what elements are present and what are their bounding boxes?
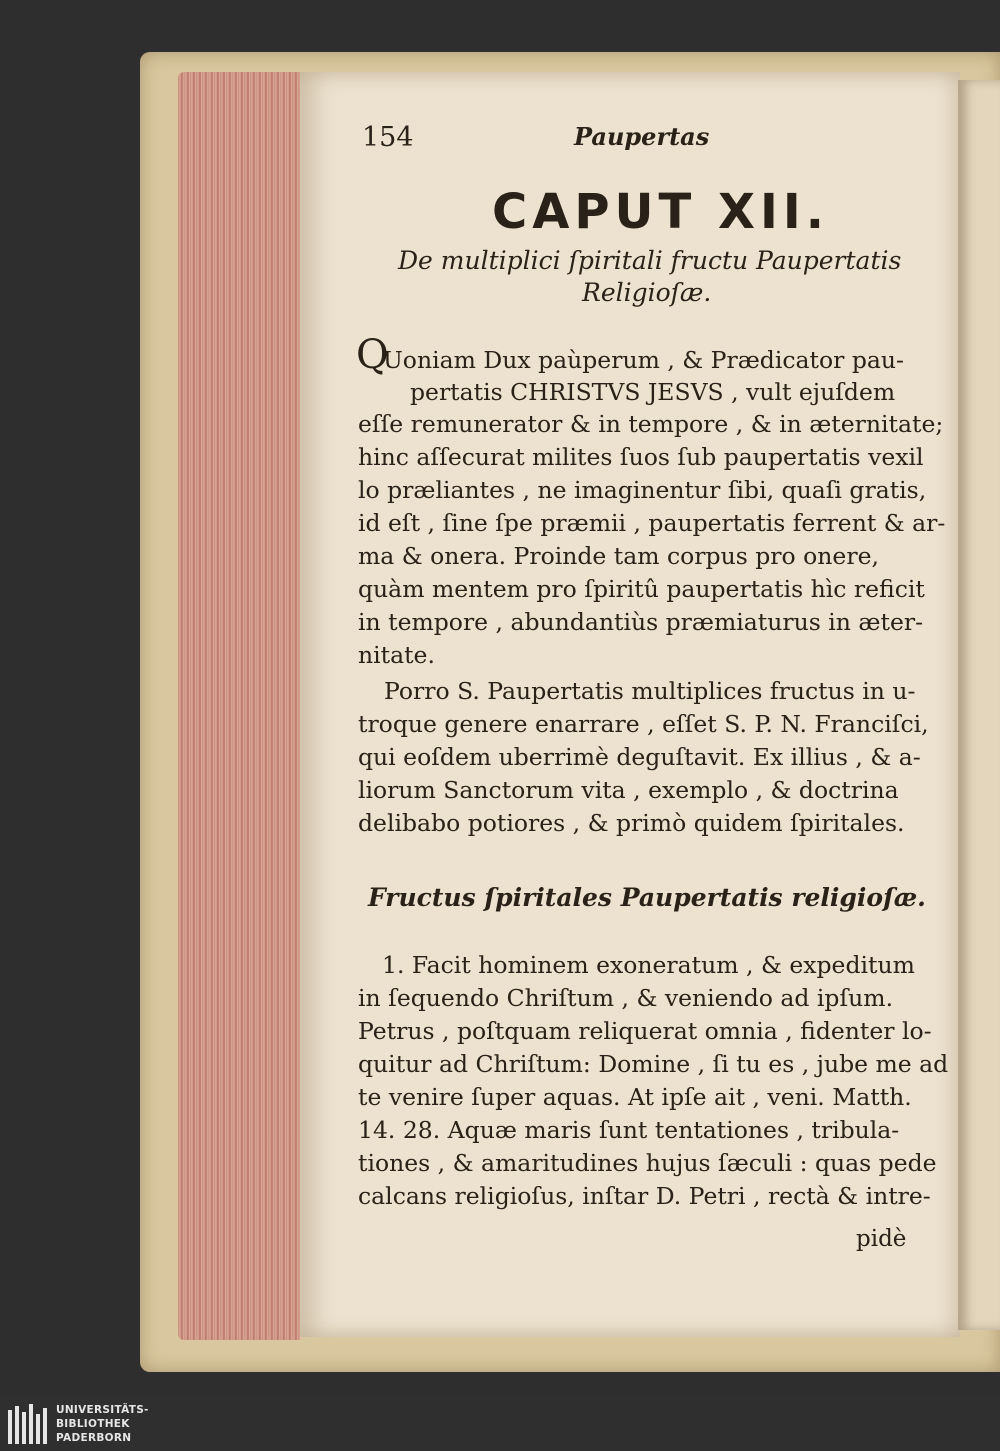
- library-name-line: UNIVERSITÄTS-: [56, 1404, 149, 1416]
- text-line: id eſt , ſine ſpe præmii , paupertatis ferrent & ar-: [358, 509, 946, 537]
- text-line: ma & onera. Proinde tam corpus pro onere,: [358, 542, 879, 570]
- text-line: troque genere enarrare , eſſet S. P. N. Franciſci,: [358, 710, 929, 738]
- text-line: 1. Facit hominem exoneratum , & expeditum: [382, 951, 915, 979]
- chapter-subtitle-line: De multiplici ſpiritali fructu Paupertatis: [398, 246, 902, 275]
- text-line: lo præliantes , ne imaginentur ſibi, quaſi gratis,: [358, 476, 927, 504]
- catchword: pidè: [856, 1226, 907, 1252]
- text-line: Porro S. Paupertatis multiplices fructus in u-: [384, 677, 916, 705]
- text-line: quàm mentem pro ſpiritû paupertatis hìc reficit: [358, 575, 925, 603]
- text-line: calcans religioſus, inſtar D. Petri , rectà & intre-: [358, 1182, 931, 1210]
- text-line: 14. 28. Aquæ maris ſunt tentationes , tribula-: [358, 1116, 900, 1144]
- library-logo-icon: [4, 1402, 50, 1448]
- section-heading: Fructus ſpiritales Paupertatis religioſæ.: [368, 883, 926, 912]
- library-name: [56, 1403, 149, 1445]
- text-line: liorum Sanctorum vita , exemplo , & doctrina: [358, 776, 899, 804]
- library-name-line: PADERBORN: [56, 1432, 132, 1444]
- text-line: tiones , & amaritudines hujus ſæculi : quas pede: [358, 1149, 937, 1177]
- text-line: in ſequendo Chriſtum , & veniendo ad ipſum.: [358, 984, 894, 1012]
- chapter-title: CAPUT XII.: [492, 184, 829, 240]
- text-line: pertatis CHRISTVS JESVS , vult ejuſdem: [410, 378, 896, 406]
- library-name-line: BIBLIOTHEK: [56, 1418, 130, 1430]
- text-line: delibabo potiores , & primò quidem ſpiritales.: [358, 809, 905, 837]
- text-line: Petrus , poſtquam reliquerat omnia , fidenter lo-: [358, 1017, 932, 1045]
- facing-page-edge: [958, 80, 1000, 1330]
- text-line: quitur ad Chriſtum: Domine , ſi tu es , jube me ad: [358, 1050, 949, 1078]
- text-line: qui eoſdem uberrimè deguſtavit. Ex illius , & a-: [358, 743, 921, 771]
- text-line: nitate.: [358, 641, 435, 669]
- library-footer: [0, 1398, 1000, 1451]
- text-line: in tempore , abundantiùs præmiaturus in æter-: [358, 608, 924, 636]
- page-number: 154: [362, 122, 414, 153]
- chapter-subtitle-line: Religioſæ.: [582, 278, 712, 307]
- text-line: hinc aſſecurat milites ſuos ſub paupertatis vexil: [358, 443, 924, 471]
- running-head: [362, 122, 722, 156]
- text-line: Uoniam Dux paùperum , & Prædicator pau-: [383, 346, 904, 374]
- text-line: te venire ſuper aquas. At ipſe ait , veni. Matth.: [358, 1083, 912, 1111]
- drop-initial: Q: [356, 332, 389, 378]
- page-block-edges: [178, 72, 300, 1340]
- running-title: Paupertas: [574, 122, 710, 151]
- text-line: eſſe remunerator & in tempore , & in æternitate;: [358, 410, 944, 438]
